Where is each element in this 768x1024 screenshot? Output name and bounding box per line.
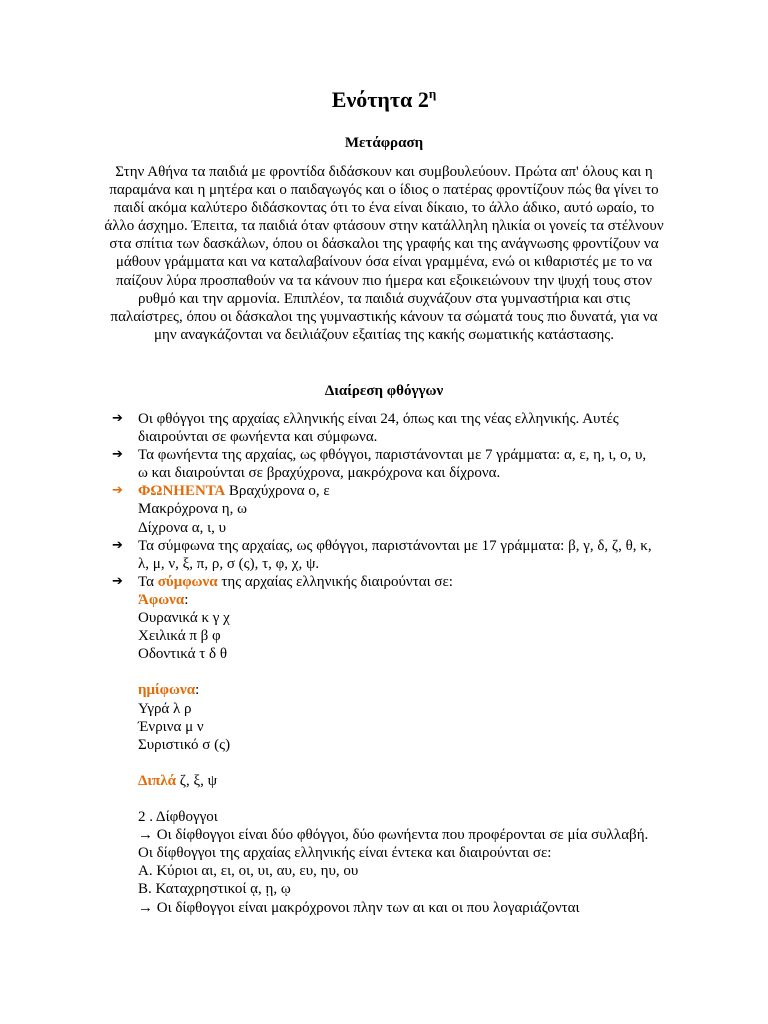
intro-text: Οι δίφθογγοι της αρχαίας ελληνικής είναι έντεκα και διαιρούνται σε: — [138, 845, 552, 862]
dichrona-vowels: Δίχρονα α, ι, υ — [138, 519, 227, 536]
consonant-row-text: Χειλικά π β φ — [138, 628, 221, 645]
bullet-text: Τα σύμφωνα της αρχαίας, ως φθόγγοι, παριστάνονται με 17 γράμματα: β, γ, δ, ζ, θ, κ, — [138, 537, 652, 554]
double-consonants-row — [0, 772, 768, 790]
bullet-text: διαιρούνται σε φωνήεντα και σύμφωνα. — [138, 429, 378, 446]
aphona-label: Άφωνα — [138, 591, 185, 608]
paragraph-line: άλλο άσχημο. Έπειτα, τα παιδιά όταν φτάσουν στην κατάλληλη ηλικία οι γονείς τα στέλνουν — [104, 218, 664, 235]
vowel-group-row — [0, 519, 768, 537]
bullet-text: Τα φωνήεντα της αρχαίας, ως φθόγγοι, παριστάνονται με 7 γράμματα: α, ε, η, ι, ο, υ, — [138, 447, 647, 464]
blank-line — [0, 663, 768, 681]
bullet-item — [0, 482, 768, 500]
arrow-right-icon — [112, 482, 123, 500]
bullet-continuation — [0, 555, 768, 573]
consonant-row-text: Συριστικό σ (ς) — [138, 736, 231, 753]
paragraph-line: μάθουν γράμματα και να καταλαβαίνουν όσα είναι γραμμένα, ενώ οι κιθαριστές με το να — [115, 254, 653, 271]
vowels-label: ΦΩΝΗΕΝΤΑ — [138, 483, 226, 500]
hemiphona-label: ημίφωνα — [138, 682, 196, 699]
phonemes-list — [0, 410, 768, 917]
consonant-row — [0, 718, 768, 736]
long-vowels: Μακρόχρονα η, ω — [138, 501, 247, 518]
bullet-text: λ, μ, ν, ξ, π, ρ, σ (ς), τ, φ, χ, ψ. — [138, 555, 320, 572]
diphthongs-heading-text: 2 . Δίφθογγοι — [138, 809, 218, 826]
arrow-right-icon — [138, 900, 153, 916]
blank-line — [0, 754, 768, 772]
diphthongs-intro — [0, 844, 768, 862]
consonants-highlight: σύμφωνα — [157, 573, 218, 590]
consonant-row — [0, 700, 768, 718]
bullet-item — [0, 573, 768, 591]
vowel-group-row — [0, 500, 768, 518]
diphthongs-improper — [0, 880, 768, 898]
consonant-row-text: Ένρινα μ ν — [138, 718, 204, 735]
arrow-right-icon — [112, 573, 123, 591]
arrow-right-icon — [112, 410, 123, 428]
paragraph-line: παίζουν λύρα προσπαθούν να τα κάνουν πιο ήμερα και εξοικειώνουν την ψυχή τους στον — [115, 272, 653, 289]
bullet-item — [0, 537, 768, 555]
short-vowels: Βραχύχρονα ο, ε — [228, 483, 330, 500]
diphthongs-length-note — [0, 899, 768, 917]
proper-text: Α. Κύριοι αι, ει, οι, υι, αυ, ευ, ηυ, ου — [138, 863, 359, 880]
bullet-continuation — [0, 464, 768, 482]
paragraph-line: Στην Αθήνα τα παιδιά με φροντίδα διδάσκουν και συμβουλεύουν. Πρώτα απ' όλους και η — [115, 164, 653, 180]
bullet-text: ω και διαιρούνται σε βραχύχρονα, μακρόχρονα και δίχρονα. — [138, 465, 501, 482]
improper-text: Β. Καταχρηστικοί ᾳ, ῃ, ῳ — [138, 881, 291, 898]
aphona-label-row — [0, 591, 768, 609]
consonant-row-text: Υγρά λ ρ — [138, 700, 192, 717]
page-title-superscript: η — [428, 86, 437, 101]
paragraph-line: παλαίστρες, όπου οι δάσκαλοι της γυμναστικής κάνουν τα σώματά τους πιο δυνατά, για να — [110, 308, 658, 325]
page-title — [0, 86, 768, 114]
definition-text: Οι δίφθογγοι είναι δύο φθόγγοι, δύο φωνήεντα που προφέρονται σε μία συλλαβή. — [156, 827, 649, 844]
diphthongs-heading — [0, 808, 768, 826]
consonant-row — [0, 645, 768, 663]
arrow-right-icon — [138, 827, 153, 843]
consonant-row — [0, 736, 768, 754]
translation-heading: Μετάφραση — [344, 135, 424, 151]
label-colon: : — [195, 682, 200, 699]
arrow-right-icon — [112, 537, 123, 555]
length-note-text: Οι δίφθογγοι είναι μακρόχρονοι πλην των αι και οι που λογαριάζονται — [156, 899, 580, 916]
bullet-item — [0, 446, 768, 464]
paragraph-line: παραμάνα και η μητέρα και ο παιδαγωγός και ο ίδιος ο πατέρας φροντίζουν πώς θα γίνει το — [109, 182, 659, 199]
bullet-continuation — [0, 428, 768, 446]
bullet-item — [0, 410, 768, 428]
label-colon: : — [184, 591, 189, 608]
hemiphona-label-row — [0, 681, 768, 699]
double-label: Διπλά — [138, 772, 177, 789]
consonant-row-text: Οδοντικά τ δ θ — [138, 646, 228, 663]
double-value: ζ, ξ, ψ — [179, 772, 218, 789]
page-title-text: Ενότητα 2 — [331, 87, 429, 112]
paragraph-line: παιδί ακόμα καλύτερο διδάσκοντας ότι το ένα είναι δίκαιο, το άλλο άδικο, αυτό ωραίο, το — [113, 200, 655, 217]
paragraph-line: ρυθμό και την αρμονία. Επιπλέον, τα παιδιά συχνάζουν στα γυμναστήρια και στις — [137, 290, 631, 307]
diphthongs-proper — [0, 862, 768, 880]
blank-line — [0, 790, 768, 808]
phonemes-heading: Διαίρεση φθόγγων — [324, 383, 444, 399]
paragraph-line: μην αναγκάζονται να δειλιάζουν εξαιτίας της κακής σωματικής κατάστασης. — [154, 326, 614, 343]
bullet-text: Οι φθόγγοι της αρχαίας ελληνικής είναι 24, όπως και της νέας ελληνικής. Αυτές — [138, 411, 619, 427]
bullet-text: Τα — [138, 573, 154, 590]
arrow-right-icon — [112, 446, 123, 464]
diphthongs-definition — [0, 826, 768, 844]
bullet-text: της αρχαίας ελληνικής διαιρούνται σε: — [221, 573, 453, 590]
paragraph-line: στα σπίτια των δασκάλων, όπου οι δάσκαλοι της γραφής και της ανάγνωσης φροντίζουν να — [109, 236, 659, 253]
translation-paragraph — [0, 163, 768, 344]
consonant-row — [0, 609, 768, 627]
consonant-row-text: Ουρανικά κ γ χ — [138, 610, 230, 627]
consonant-row — [0, 627, 768, 645]
